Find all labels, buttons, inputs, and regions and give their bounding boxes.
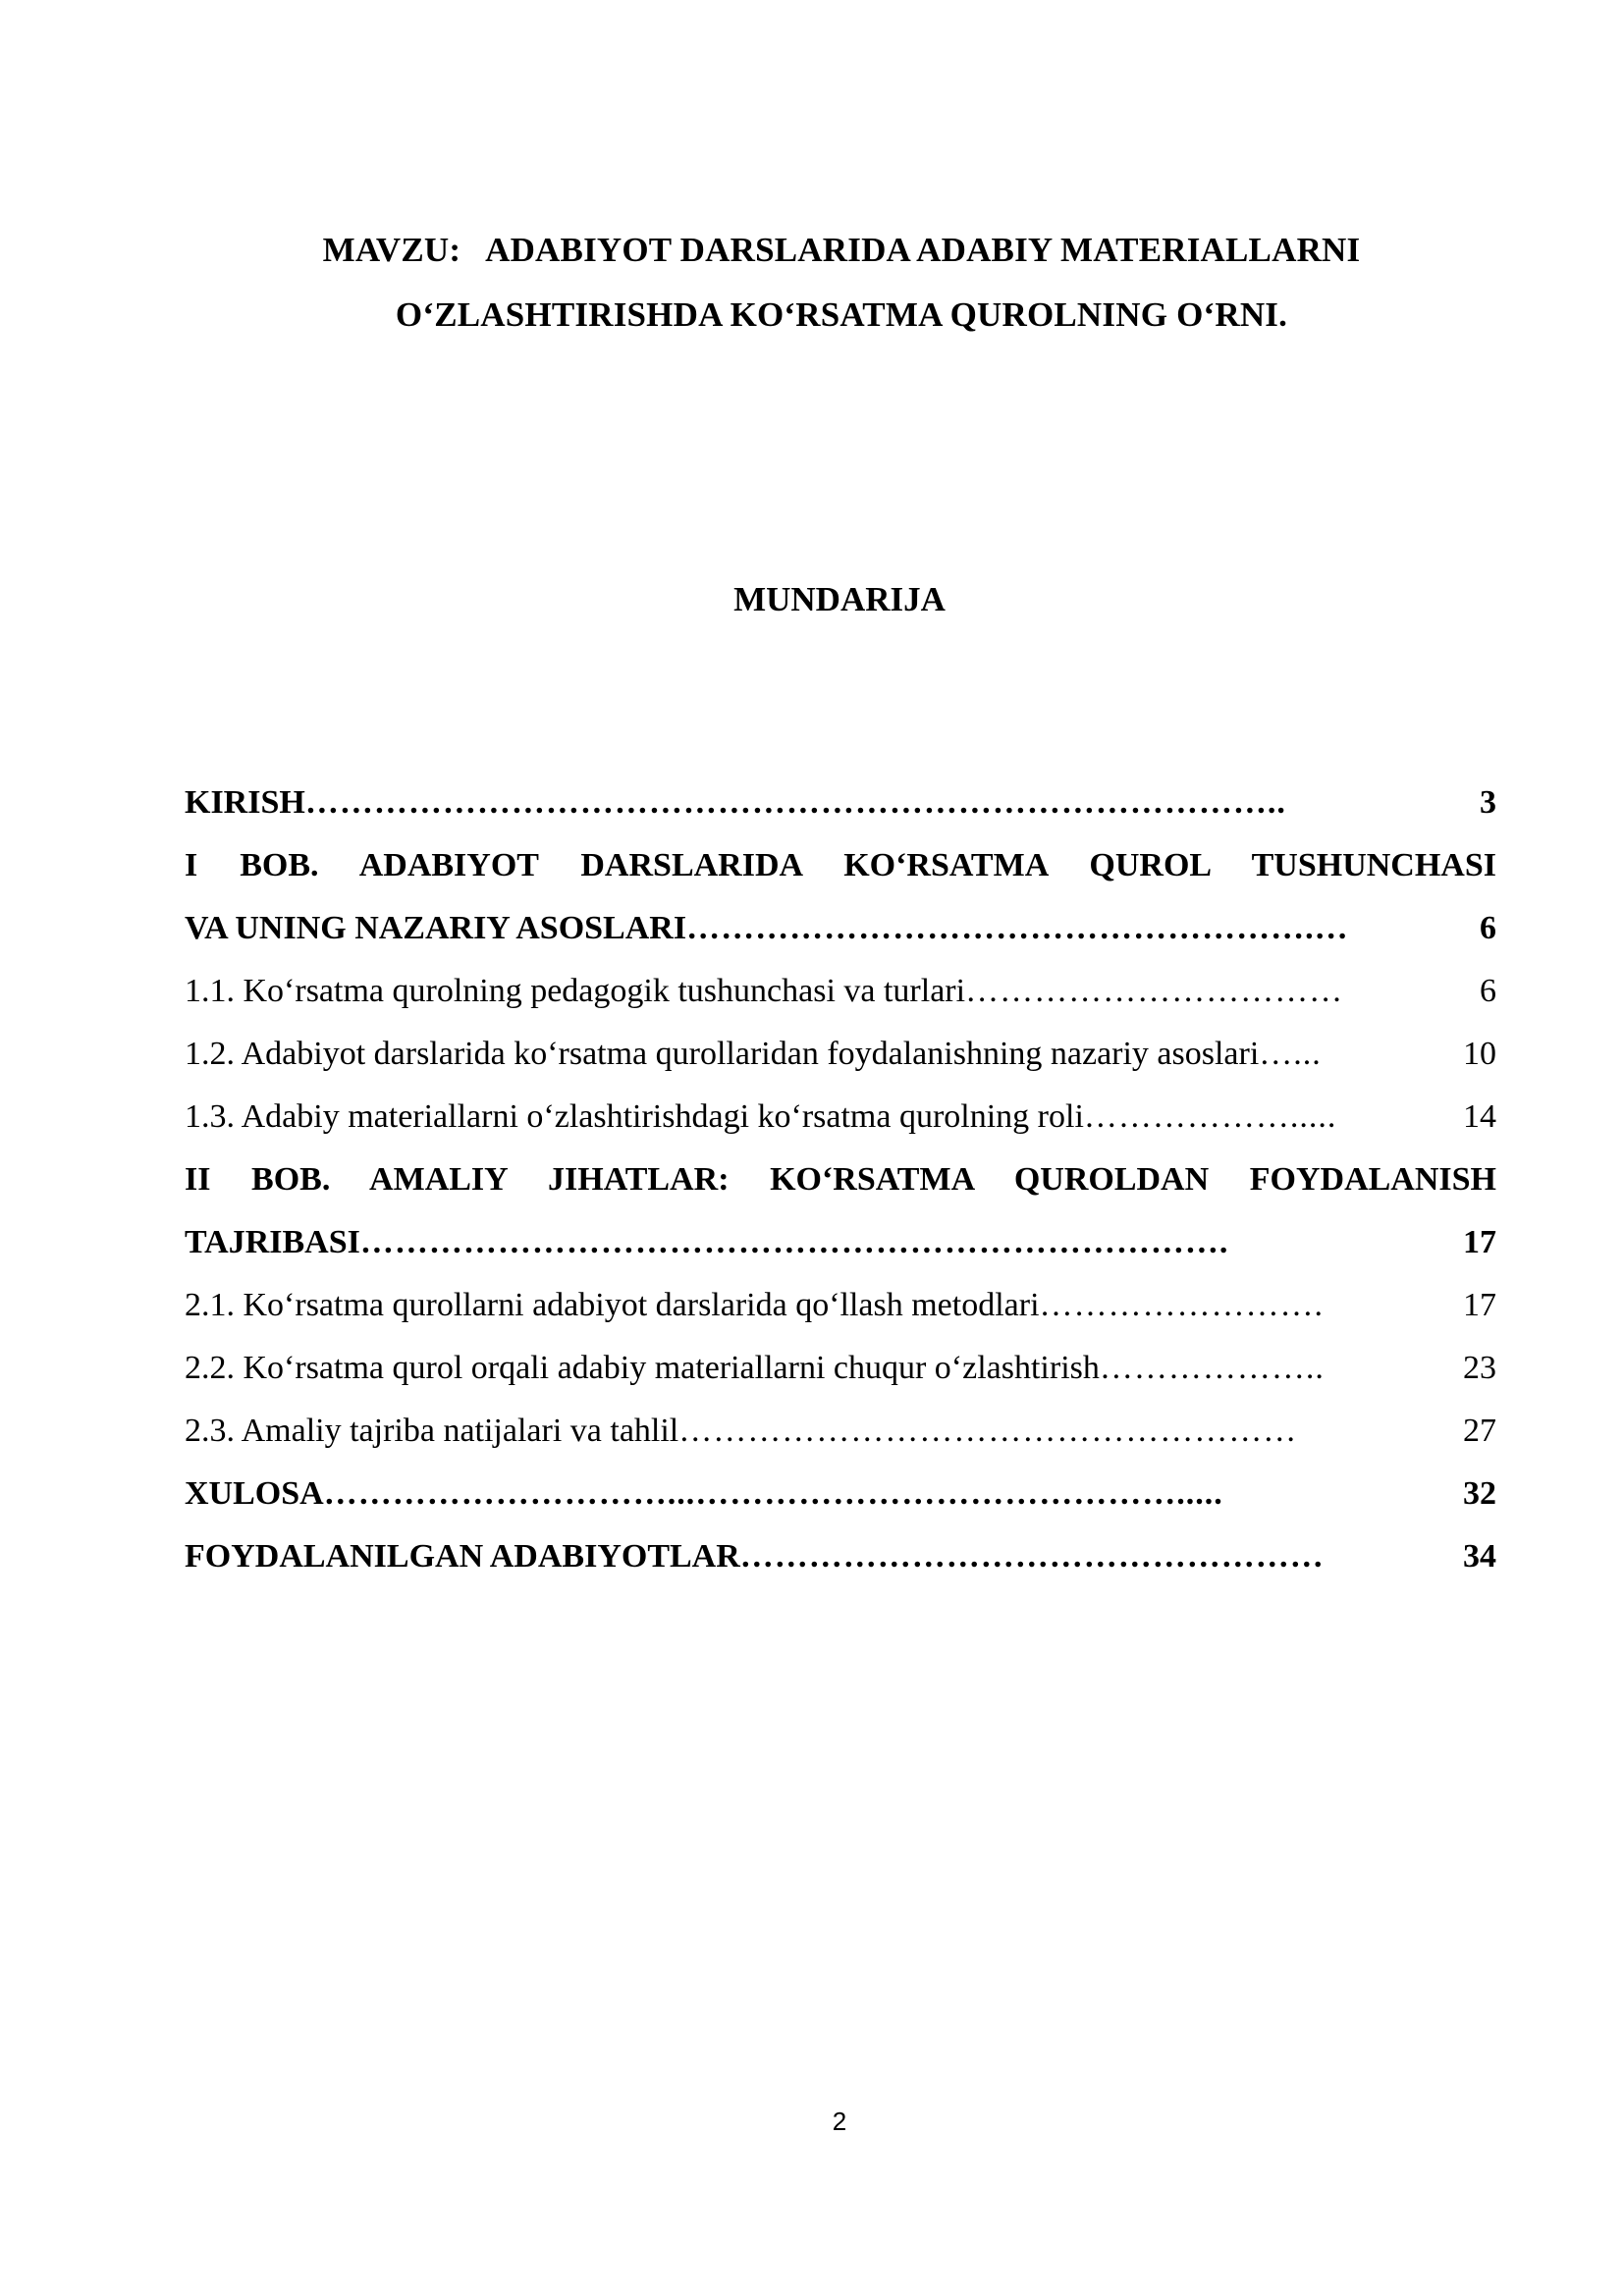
toc-page-number: 3 xyxy=(1480,784,1496,821)
toc-entry-label: FOYDALANILGAN ADABIYOTLAR xyxy=(185,1538,740,1575)
topic-line-1: MAVZU: ADABIYOT DARSLARIDA ADABIY MATERIALLARNI xyxy=(322,231,1361,269)
toc-leader-dots: ……………………. xyxy=(1039,1287,1325,1323)
toc-page-number: 17 xyxy=(1463,1287,1496,1323)
toc-leader-dots: …………………………… xyxy=(965,973,1344,1009)
toc-page-number: 10 xyxy=(1463,1036,1496,1072)
toc-title: MUNDARIJA xyxy=(733,580,946,618)
toc-leader-dots: ……………………………………………….… xyxy=(686,910,1349,946)
toc-entry-label: 1.3. Adabiy materiallarni o‘zlashtirishdagi ko‘rsatma qurolning roli xyxy=(185,1098,1084,1135)
toc-entry-bob2-line2 xyxy=(185,1211,1496,1274)
toc-page-number: 23 xyxy=(1463,1350,1496,1386)
toc-entry-label: KIRISH xyxy=(185,784,305,821)
toc-leader-dots: ………………………………………………………………………….. xyxy=(304,784,1286,821)
toc-entry-bob1-line2 xyxy=(185,897,1496,960)
toc-leader-dots: ……………………………………………… xyxy=(678,1413,1298,1449)
toc-entry-label: 2.3. Amaliy tajriba natijalari va tahlil xyxy=(185,1413,679,1449)
toc-entry-label: XULOSA xyxy=(185,1475,324,1512)
toc-entry-adabiyotlar xyxy=(185,1525,1496,1588)
toc-leader-dots: …………………………...……………………………………..... xyxy=(323,1475,1223,1512)
toc-page-number: 34 xyxy=(1463,1538,1496,1575)
toc-entry-2-2 xyxy=(185,1337,1496,1400)
toc-entry-label: 1.1. Ko‘rsatma qurolning pedagogik tushunchasi va turlari xyxy=(185,973,966,1009)
table-of-contents xyxy=(185,772,1496,1588)
page-number: 2 xyxy=(832,2107,847,2136)
toc-entry-1-3 xyxy=(185,1086,1496,1148)
toc-leader-dots: ………………..... xyxy=(1083,1098,1337,1135)
topic-line-2: O‘ZLASHTIRISHDA KO‘RSATMA QUROLNING O‘RNI. xyxy=(395,295,1288,334)
toc-entry-2-3 xyxy=(185,1400,1496,1463)
toc-entry-1-2 xyxy=(185,1023,1496,1086)
toc-leader-dots: …... xyxy=(1259,1036,1322,1072)
toc-entry-1-1 xyxy=(185,960,1496,1023)
toc-leader-dots: ……………….. xyxy=(1099,1350,1325,1386)
toc-page-number: 6 xyxy=(1480,910,1496,946)
topic-heading xyxy=(187,218,1496,347)
toc-entry-label: 2.2. Ko‘rsatma qurol orqali adabiy materiallarni chuqur o‘zlashtirish xyxy=(185,1350,1100,1386)
toc-entry-bob2-line1: II BOB. AMALIY JIHATLAR: KO‘RSATMA QUROLDAN FOYDALANISH xyxy=(185,1161,1496,1198)
toc-entry-xulosa xyxy=(185,1463,1496,1525)
toc-page-number: 27 xyxy=(1463,1413,1496,1449)
toc-page-number: 17 xyxy=(1463,1224,1496,1260)
toc-entry-kirish xyxy=(185,772,1496,834)
toc-leader-dots: …………………………………………… xyxy=(739,1538,1325,1575)
toc-page-number: 32 xyxy=(1463,1475,1496,1512)
toc-page-number: 14 xyxy=(1463,1098,1496,1135)
toc-entry-label: VA UNING NAZARIY ASOSLARI xyxy=(185,910,687,946)
toc-leader-dots: …………………………………………………………………. xyxy=(359,1224,1229,1260)
toc-entry-label: 2.1. Ko‘rsatma qurollarni adabiyot darslarida qo‘llash metodlari xyxy=(185,1287,1040,1323)
toc-entry-label: TAJRIBASI xyxy=(185,1224,360,1260)
toc-page-number: 6 xyxy=(1480,973,1496,1009)
toc-entry-label: 1.2. Adabiyot darslarida ko‘rsatma qurollaridan foydalanishning nazariy asoslari xyxy=(185,1036,1260,1072)
toc-entry-2-1 xyxy=(185,1274,1496,1337)
toc-entry-bob1-line1: I BOB. ADABIYOT DARSLARIDA KO‘RSATMA QUROL TUSHUNCHASI xyxy=(185,847,1496,883)
